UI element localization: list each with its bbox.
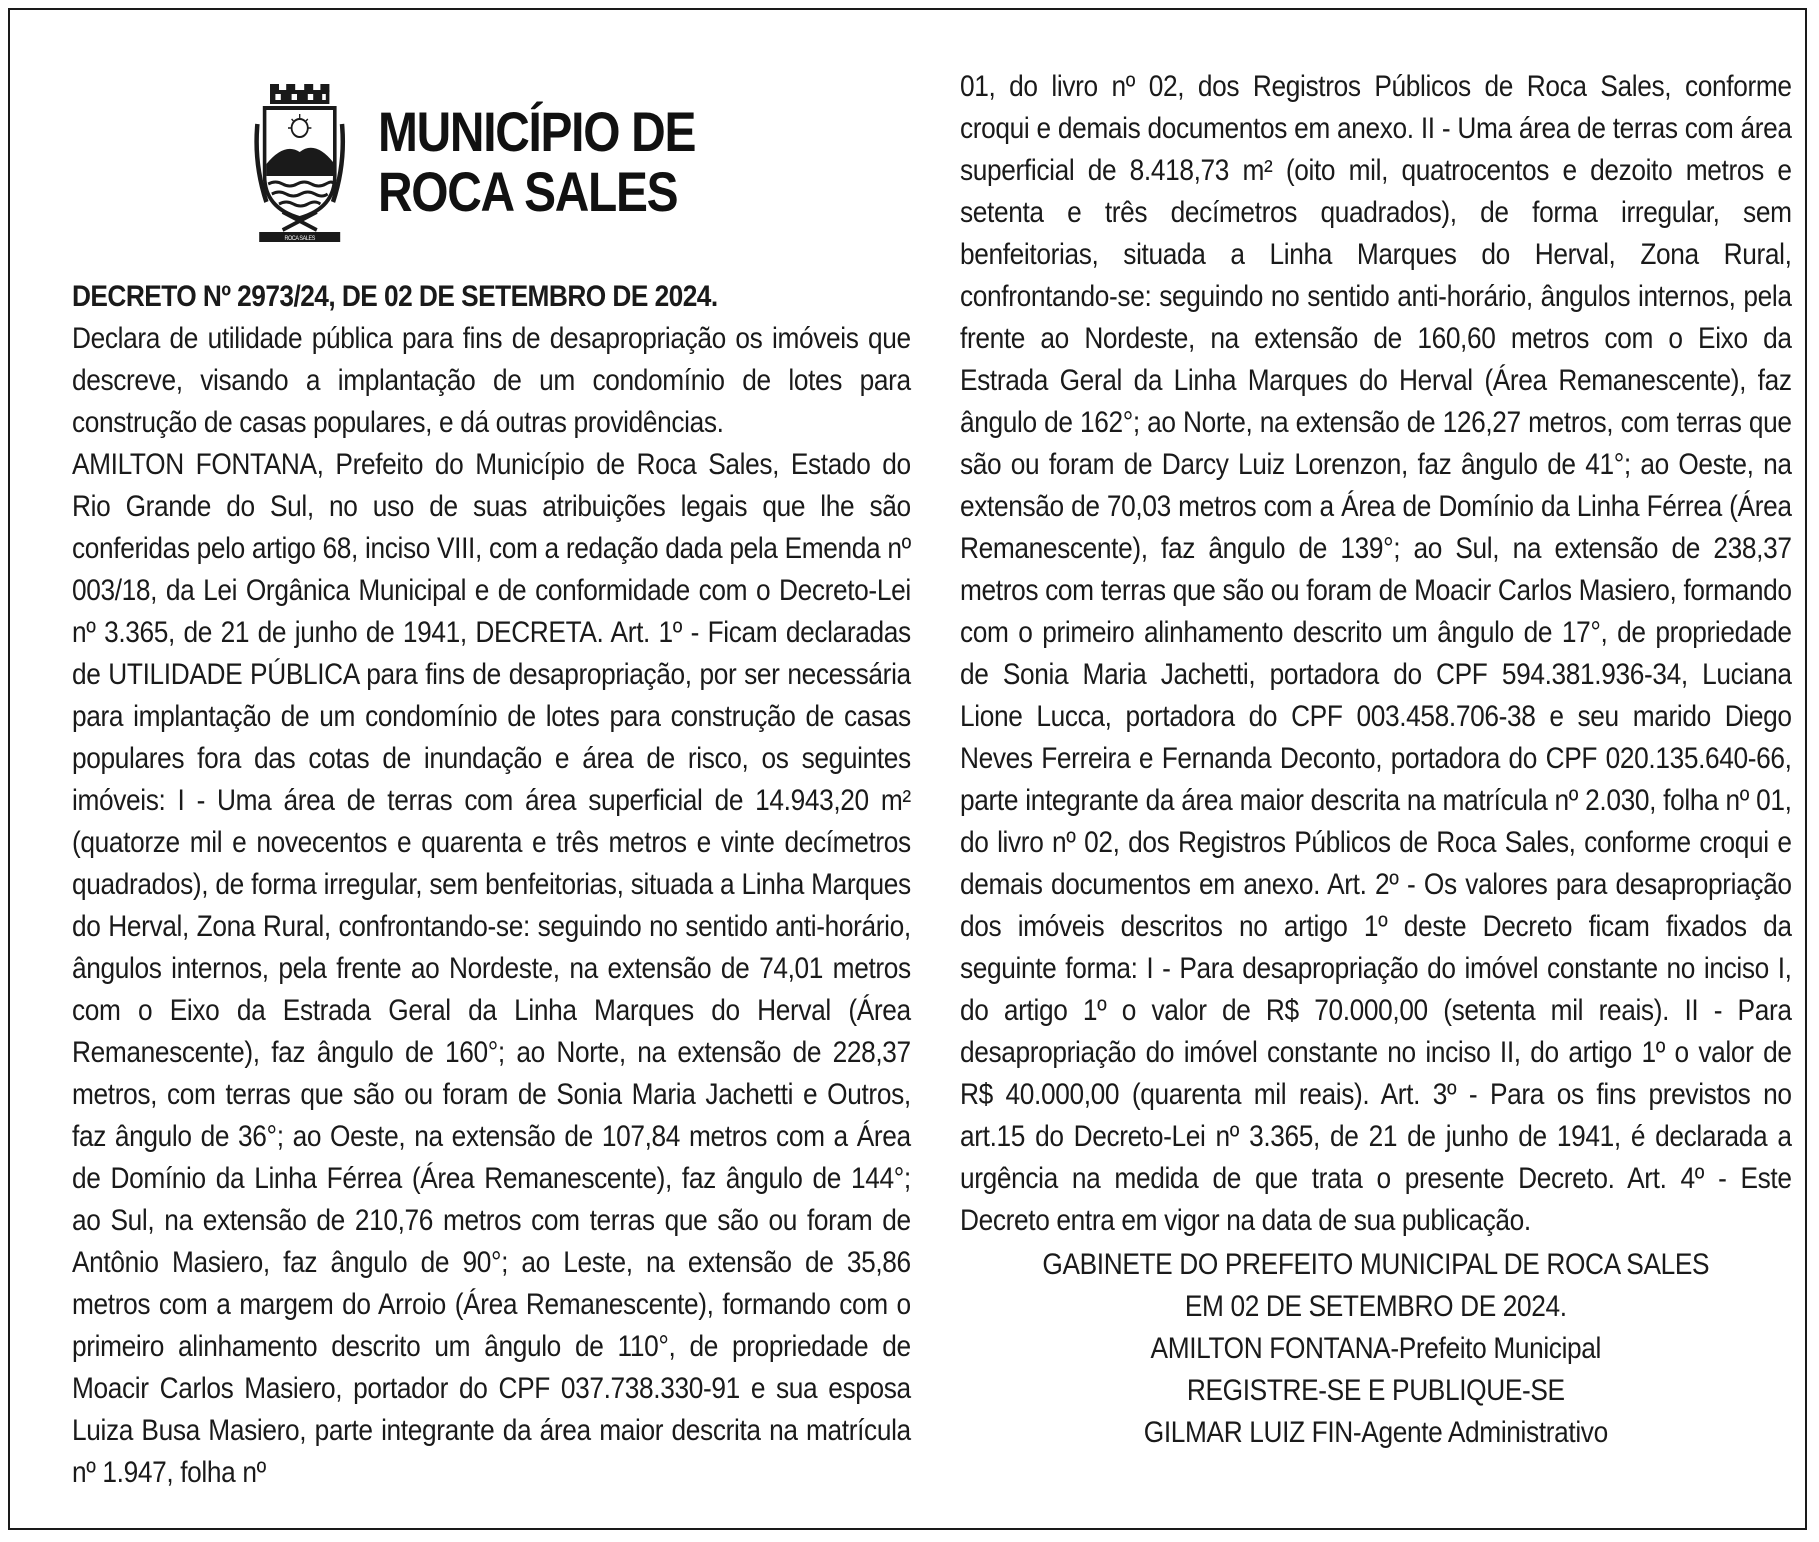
signoff-mayor: AMILTON FONTANA-Prefeito Municipal	[1150, 1333, 1602, 1365]
title-line-2: ROCA SALES	[378, 160, 678, 223]
decree-body-left: AMILTON FONTANA, Prefeito do Município de Roca Sales, Estado do Rio Grande do Sul, no uso de suas atribuições legais que lhe são conferidas pelo artigo 68, inciso VIII, com a redação dada pela Emenda nº 003/18, da Lei Orgânica Municipal e de conformidade com o Decreto-Lei nº 3.365, de 21 de junho de 1941, DECRETA. Art. 1º - Ficam declaradas de UTILIDADE PÚBLICA para fins de desapropriação, por ser necessária para implantação de um condomínio de lotes para construção de casas populares fora das cotas de inundação e área de risco, os seguintes imóveis: I - Uma área de terras com área superficial de 14.943,20 m² (quatorze mil e novecentos e quarenta e três metros e vinte decímetros quadrados), de forma irregular, sem benfeitorias, situada a Linha Marques do Herval, Zona Rural, confrontando-se: seguindo no sentido anti-horário, ângulos internos, pela frente ao Nordeste, na extensão de 74,01 metros com o Eixo da Estrada Geral da Linha Marques do Herval (Área Remanescente), faz ângulo de 160°; ao Norte, na extensão de 228,37 metros, com terras que são ou foram de Sonia Maria Jachetti e Outros, faz ângulo de 36°; ao Oeste, na extensão de 107,84 metros com a Área de Domínio da Linha Férrea (Área Remanescente), faz ângulo de 144°; ao Sul, na extensão de 210,76 metros com terras que são ou foram de Antônio Masiero, faz ângulo de 90°; ao Leste, na extensão de 35,86 metros com a margem do Arroio (Área Remanescente), formando com o primeiro alinhamento descrito um ângulo de 110°, de propriedade de Moacir Carlos Masiero, portador do CPF 037.738.330-91 e sua esposa Luiza Busa Masiero, parte integrante da área maior descrita na matrícula nº 1.947, folha nº	[72, 449, 911, 1489]
masthead	[72, 66, 911, 276]
left-column	[72, 66, 911, 1494]
right-column	[960, 66, 1792, 1454]
signoff-office: GABINETE DO PREFEITO MUNICIPAL DE ROCA SALES	[1042, 1249, 1710, 1281]
title-line-1: MUNICÍPIO DE	[378, 100, 696, 163]
signoff-register: REGISTRE-SE E PUBLIQUE-SE	[1186, 1375, 1565, 1407]
document-frame	[8, 8, 1807, 1530]
signoff-agent: GILMAR LUIZ FIN-Agente Administrativo	[1143, 1417, 1608, 1449]
signoff-date: EM 02 DE SETEMBRO DE 2024.	[1184, 1291, 1567, 1323]
coat-of-arms-icon	[252, 84, 347, 244]
municipality-title	[378, 102, 695, 222]
crest-motto: ROCA SALES	[284, 235, 315, 243]
decree-body-right: 01, do livro nº 02, dos Registros Públicos de Roca Sales, conforme croqui e demais documentos em anexo. II - Uma área de terras com área superficial de 8.418,73 m² (oito mil, quatrocentos e dezoito metros e setenta e três decímetros quadrados), de forma irregular, sem benfeitorias, situada a Linha Marques do Herval, Zona Rural, confrontando-se: seguindo no sentido anti-horário, ângulos internos, pela frente ao Nordeste, na extensão de 160,60 metros com o Eixo da Estrada Geral da Linha Marques do Herval (Área Remanescente), faz ângulo de 162°; ao Norte, na extensão de 126,27 metros, com terras que são ou foram de Darcy Luiz Lorenzon, faz ângulo de 41°; ao Oeste, na extensão de 70,03 metros com a Área de Domínio da Linha Férrea (Área Remanescente), faz ângulo de 139°; ao Sul, na extensão de 238,37 metros com terras que são ou foram de Moacir Carlos Masiero, formando com o primeiro alinhamento descrito um ângulo de 17°, de propriedade de Sonia Maria Jachetti, portadora do CPF 594.381.936-34, Luciana Lione Lucca, portadora do CPF 003.458.706-38 e seu marido Diego Neves Ferreira e Fernanda Deconto, portadora do CPF 020.135.640-66, parte integrante da área maior descrita na matrícula nº 2.030, folha nº 01, do livro nº 02, dos Registros Públicos de Roca Sales, conforme croqui e demais documentos em anexo. Art. 2º - Os valores para desapropriação dos imóveis descritos no artigo 1º deste Decreto ficam fixados da seguinte forma: I - Para desapropriação do imóvel constante no inciso I, do artigo 1º o valor de R$ 70.000,00 (setenta mil reais). II - Para desapropriação do imóvel constante no inciso II, do artigo 1º o valor de R$ 40.000,00 (quarenta mil reais). Art. 3º - Para os fins previstos no art.15 do Decreto-Lei nº 3.365, de 21 de junho de 1941, é declarada a urgência na medida de que trata o presente Decreto. Art. 4º - Este Decreto entra em vigor na data de sua publicação.	[960, 71, 1792, 1237]
decree-title: DECRETO Nº 2973/24, DE 02 DE SETEMBRO DE 2024.	[72, 281, 718, 313]
decree-summary: Declara de utilidade pública para fins de desapropriação os imóveis que descreve, visando a implantação de um condomínio de lotes para construção de casas populares, e dá outras providências.	[72, 323, 911, 439]
signature-block	[960, 1244, 1792, 1454]
